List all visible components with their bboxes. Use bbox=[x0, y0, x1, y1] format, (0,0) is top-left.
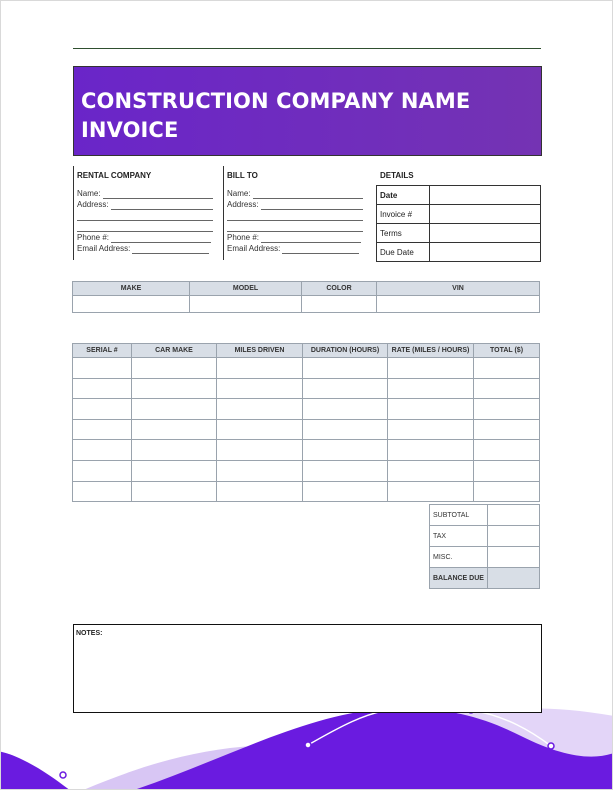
details-row bbox=[377, 186, 541, 205]
table-cell[interactable] bbox=[217, 481, 303, 502]
date-value-cell[interactable] bbox=[430, 186, 541, 205]
table-cell[interactable] bbox=[73, 460, 132, 481]
model-cell[interactable] bbox=[190, 296, 302, 313]
table-cell[interactable] bbox=[73, 358, 132, 379]
wave-dark-left bbox=[1, 751, 71, 790]
duration-header: DURATION (HOURS) bbox=[303, 344, 388, 358]
car-make-header: CAR MAKE bbox=[132, 344, 217, 358]
balance-due-value-cell[interactable] bbox=[488, 568, 540, 589]
details-label: Date bbox=[377, 186, 430, 205]
table-cell[interactable] bbox=[303, 481, 388, 502]
company-name: CONSTRUCTION COMPANY NAME bbox=[81, 89, 471, 113]
table-cell[interactable] bbox=[303, 419, 388, 440]
vehicle-table bbox=[72, 281, 540, 313]
table-cell[interactable] bbox=[388, 481, 474, 502]
table-cell[interactable] bbox=[388, 460, 474, 481]
table-cell[interactable] bbox=[73, 481, 132, 502]
model-header: MODEL bbox=[190, 282, 302, 296]
make-header: MAKE bbox=[73, 282, 190, 296]
table-cell[interactable] bbox=[73, 440, 132, 461]
rental-company-heading: RENTAL COMPANY bbox=[77, 171, 152, 180]
rental-name-field[interactable]: Name: bbox=[77, 188, 213, 199]
bill-to-heading: BILL TO bbox=[227, 171, 258, 180]
table-cell[interactable] bbox=[303, 460, 388, 481]
items-table bbox=[72, 343, 540, 502]
notes-label: NOTES: bbox=[76, 630, 103, 637]
table-row bbox=[73, 481, 540, 502]
details-heading: DETAILS bbox=[380, 171, 414, 180]
terms-value-cell[interactable] bbox=[430, 224, 541, 243]
bill-address-line[interactable] bbox=[227, 221, 363, 232]
subtotal-label: SUBTOTAL bbox=[430, 505, 488, 526]
table-cell[interactable] bbox=[132, 378, 217, 399]
table-row bbox=[73, 440, 540, 461]
table-row bbox=[73, 378, 540, 399]
table-cell[interactable] bbox=[132, 440, 217, 461]
notes-box[interactable] bbox=[73, 624, 542, 713]
table-cell[interactable] bbox=[132, 419, 217, 440]
table-cell[interactable] bbox=[474, 399, 540, 420]
bill-to-block bbox=[223, 166, 365, 260]
wave-node bbox=[305, 742, 311, 748]
serial-header: SERIAL # bbox=[73, 344, 132, 358]
balance-due-row bbox=[430, 568, 540, 589]
table-cell[interactable] bbox=[303, 358, 388, 379]
table-cell[interactable] bbox=[388, 419, 474, 440]
table-cell[interactable] bbox=[474, 358, 540, 379]
table-row bbox=[73, 358, 540, 379]
misc-label: MISC. bbox=[430, 547, 488, 568]
totals-table bbox=[429, 504, 540, 589]
color-cell[interactable] bbox=[302, 296, 377, 313]
details-row bbox=[377, 205, 541, 224]
rental-phone-field[interactable]: Phone #: bbox=[77, 232, 213, 243]
table-cell[interactable] bbox=[474, 378, 540, 399]
miles-driven-header: MILES DRIVEN bbox=[217, 344, 303, 358]
wave-node bbox=[60, 772, 66, 778]
vehicle-row bbox=[73, 296, 540, 313]
tax-row bbox=[430, 526, 540, 547]
table-cell[interactable] bbox=[474, 481, 540, 502]
table-cell[interactable] bbox=[388, 378, 474, 399]
table-cell[interactable] bbox=[388, 399, 474, 420]
balance-due-label: BALANCE DUE bbox=[430, 568, 488, 589]
subtotal-value-cell[interactable] bbox=[488, 505, 540, 526]
table-cell[interactable] bbox=[474, 419, 540, 440]
vehicle-header-row bbox=[73, 282, 540, 296]
details-label: Terms bbox=[377, 224, 430, 243]
rental-address-line[interactable] bbox=[77, 221, 213, 232]
table-cell[interactable] bbox=[73, 399, 132, 420]
table-cell[interactable] bbox=[132, 358, 217, 379]
table-cell[interactable] bbox=[217, 419, 303, 440]
bill-name-field[interactable]: Name: bbox=[227, 188, 365, 199]
tax-value-cell[interactable] bbox=[488, 526, 540, 547]
table-cell[interactable] bbox=[217, 358, 303, 379]
table-cell[interactable] bbox=[132, 481, 217, 502]
table-row bbox=[73, 399, 540, 420]
rental-email-field[interactable]: Email Address: bbox=[77, 243, 213, 254]
rental-address-field[interactable]: Address: bbox=[77, 199, 213, 210]
total-header: TOTAL ($) bbox=[474, 344, 540, 358]
details-label: Invoice # bbox=[377, 205, 430, 224]
details-row bbox=[377, 224, 541, 243]
table-cell[interactable] bbox=[303, 440, 388, 461]
rental-company-block bbox=[73, 166, 213, 260]
misc-value-cell[interactable] bbox=[488, 547, 540, 568]
bill-address-field[interactable]: Address: bbox=[227, 199, 365, 210]
top-divider bbox=[73, 48, 541, 49]
table-cell[interactable] bbox=[132, 460, 217, 481]
bill-phone-field[interactable]: Phone #: bbox=[227, 232, 365, 243]
table-cell[interactable] bbox=[73, 419, 132, 440]
details-label: Due Date bbox=[377, 243, 430, 262]
invoice-title: INVOICE bbox=[81, 118, 179, 142]
vin-cell[interactable] bbox=[377, 296, 540, 313]
due-date-cell[interactable] bbox=[430, 243, 541, 262]
bill-address-line[interactable] bbox=[227, 210, 363, 221]
items-header-row bbox=[73, 344, 540, 358]
color-header: COLOR bbox=[302, 282, 377, 296]
subtotal-row bbox=[430, 505, 540, 526]
table-cell[interactable] bbox=[474, 440, 540, 461]
tax-label: TAX bbox=[430, 526, 488, 547]
misc-row bbox=[430, 547, 540, 568]
rental-address-line[interactable] bbox=[77, 210, 213, 221]
table-cell[interactable] bbox=[73, 378, 132, 399]
table-cell[interactable] bbox=[217, 378, 303, 399]
table-cell[interactable] bbox=[217, 440, 303, 461]
table-cell[interactable] bbox=[217, 399, 303, 420]
rate-header: RATE (MILES / HOURS) bbox=[388, 344, 474, 358]
table-cell[interactable] bbox=[388, 440, 474, 461]
details-table bbox=[376, 185, 541, 262]
wave-node bbox=[548, 743, 554, 749]
make-cell[interactable] bbox=[73, 296, 190, 313]
vin-header: VIN bbox=[377, 282, 540, 296]
table-cell[interactable] bbox=[217, 460, 303, 481]
invoice-number-cell[interactable] bbox=[430, 205, 541, 224]
table-cell[interactable] bbox=[474, 460, 540, 481]
details-row bbox=[377, 243, 541, 262]
bill-email-field[interactable]: Email Address: bbox=[227, 243, 365, 254]
title-banner bbox=[73, 66, 542, 156]
table-cell[interactable] bbox=[303, 399, 388, 420]
table-cell[interactable] bbox=[303, 378, 388, 399]
table-cell[interactable] bbox=[388, 358, 474, 379]
table-cell[interactable] bbox=[132, 399, 217, 420]
table-row bbox=[73, 419, 540, 440]
table-row bbox=[73, 460, 540, 481]
